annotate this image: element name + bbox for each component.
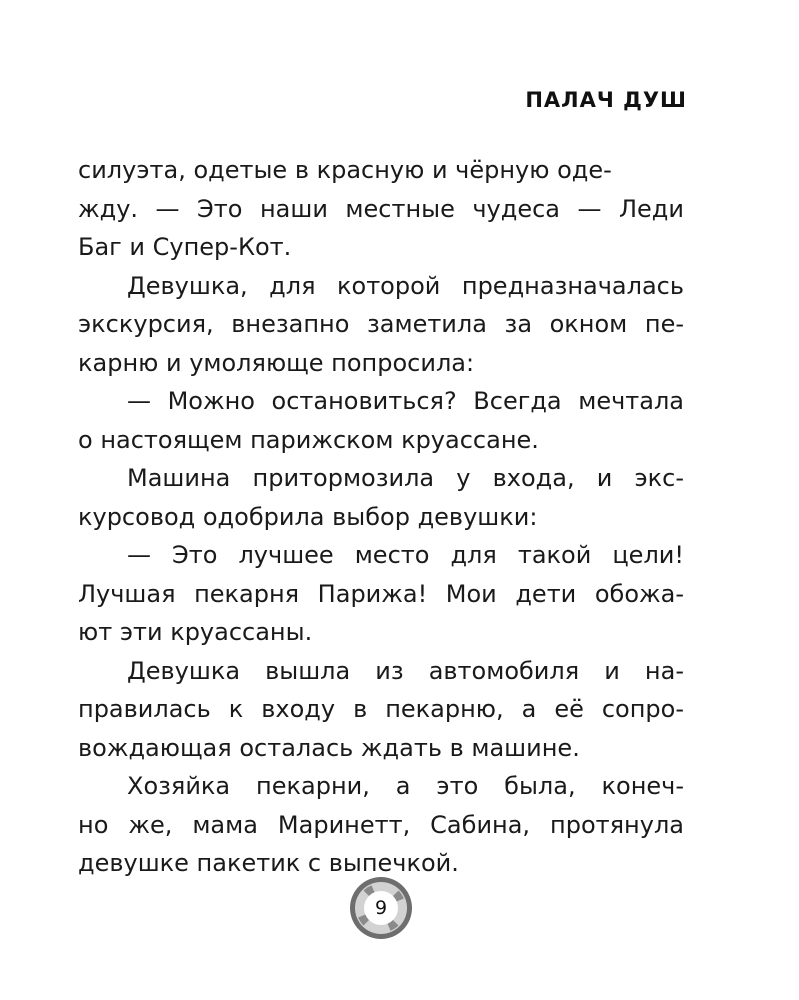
text-line: силуэта, одетые в красную и чёрную оде- (78, 156, 612, 184)
text-line: — Это лучшее место для такой цели! (127, 541, 684, 569)
text-line: ют эти круассаны. (78, 618, 313, 646)
text-line: карню и умоляюще попросила: (78, 348, 475, 377)
text-line: Машина притормозила у входа, и экс- (127, 464, 684, 492)
text-line: Лучшая пекарня Парижа! Мои дети обожа- (78, 579, 684, 608)
text-line: экскурсия, внезапно заметила за окном пе- (78, 310, 684, 338)
text-line: правилась к входу в пекарню, а её сопро- (78, 695, 684, 723)
text-line: Девушка, для которой предназначалась (127, 271, 684, 300)
text-line: курсовод одобрила выбор девушки: (78, 502, 538, 531)
running-title: ПАЛАЧ ДУШ (525, 88, 687, 112)
text-line: Баг и Супер-Кот. (78, 233, 292, 261)
text-line: вождающая осталась ждать в машине. (78, 733, 580, 762)
text-line: жду. — Это наши местные чудеса — Леди (78, 194, 684, 223)
page-number-badge (349, 876, 413, 940)
text-line: о настоящем парижском круассане. (78, 425, 539, 454)
text-line: Хозяйка пекарни, а это была, конеч- (127, 772, 684, 800)
text-line: но же, мама Маринетт, Сабина, протянула (78, 810, 684, 839)
body-text (78, 151, 684, 883)
text-line: — Можно остановиться? Всегда мечтала (127, 387, 684, 415)
text-line: Девушка вышла из автомобиля и на- (127, 656, 684, 685)
page-number: 9 (374, 897, 388, 919)
text-line: девушке пакетик с выпечкой. (78, 849, 459, 877)
